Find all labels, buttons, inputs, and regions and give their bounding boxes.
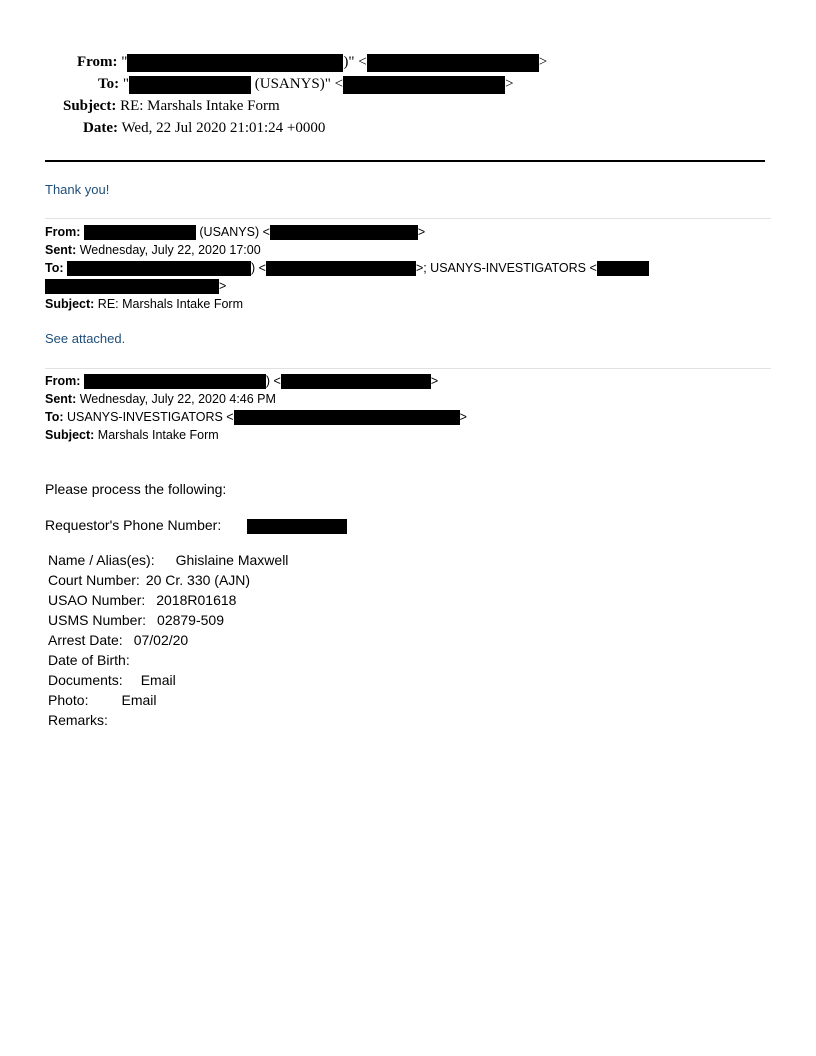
field-row [48,570,288,590]
redaction-block [266,261,416,276]
field-value: Ghislaine Maxwell [175,552,289,568]
msg3-sent-label: Sent: [45,392,77,406]
header-date-value: Wed, 22 Jul 2020 21:01:24 +0000 [121,120,326,136]
msg3-from-label: From: [45,374,81,388]
phone-row [45,515,347,535]
header-from-mid: )" < [343,54,367,70]
field-value: 20 Cr. 330 (AJN) [145,572,251,588]
field-label: Arrest Date: [48,632,123,648]
redaction-block [281,374,431,389]
field-label: USAO Number: [48,592,146,608]
field-label: USMS Number: [48,612,147,628]
redaction-block [597,261,649,276]
header-from-row [77,53,547,72]
msg2-to-label: To: [45,261,64,275]
field-value: 07/02/20 [133,632,189,648]
msg2-body: See attached. [45,331,126,346]
header-to-mid: (USANYS)" < [251,76,344,92]
msg3-sent-row [45,390,276,408]
redaction-block [127,54,343,72]
field-value: Email [121,692,157,708]
msg3-from-row [45,372,438,390]
field-row [48,650,288,670]
msg2-subject-label: Subject: [45,297,95,311]
msg2-subject-value: RE: Marshals Intake Form [97,297,243,311]
field-label: Remarks: [48,712,108,728]
field-row [48,690,288,710]
msg3-subject-value: Marshals Intake Form [97,428,219,442]
msg3-to-value: USANYS-INVESTIGATORS < [67,410,234,424]
field-label: Court Number: [48,572,140,588]
field-value: Email [140,672,176,688]
field-row [48,670,288,690]
msg3-to-label: To: [45,410,64,424]
msg2-from-mid: (USANYS) < [195,225,270,239]
msg3-sent-value: Wednesday, July 22, 2020 4:46 PM [79,392,276,406]
redaction-block [67,261,251,276]
msg2-to-mid2: >; USANYS-INVESTIGATORS < [415,261,597,275]
redaction-block [367,54,539,72]
field-row [48,710,288,730]
field-row [48,550,288,570]
msg3-from-close: > [430,374,439,388]
redaction-block [247,519,347,534]
field-label: Photo: [48,692,89,708]
header-from-label: From: [77,54,118,70]
header-subject-value: RE: Marshals Intake Form [120,98,280,114]
message-divider [45,368,771,369]
msg2-to-mid: ) < [251,261,266,275]
header-from-quote: " [121,54,128,70]
reply-text: Thank you! [45,182,110,197]
msg3-subject-label: Subject: [45,428,95,442]
field-value: 02879-509 [157,612,224,628]
header-from-close: > [538,54,548,70]
header-date-row [83,119,325,137]
msg3-to-close: > [459,410,467,424]
redaction-block [343,76,505,94]
redaction-block [45,279,219,294]
header-to-quote: " [122,76,129,92]
message-divider [45,218,771,219]
phone-label: Requestor's Phone Number: [45,517,222,533]
header-to-close: > [505,76,514,92]
msg2-to-row-continued [45,277,226,295]
redaction-block [270,225,418,240]
header-divider [45,160,765,162]
field-row [48,610,288,630]
field-row [48,590,288,610]
msg2-to-row [45,259,649,277]
form-fields [48,550,288,730]
msg2-to-close: > [219,279,227,293]
redaction-block [129,76,251,94]
msg2-from-close: > [417,225,426,239]
msg3-to-row [45,408,467,426]
redaction-block [234,410,460,425]
msg2-sent-label: Sent: [45,243,77,257]
field-label: Date of Birth: [48,652,130,668]
field-value: 2018R01618 [156,592,237,608]
field-label: Documents: [48,672,123,688]
msg2-from-row [45,223,425,241]
header-subject-label: Subject: [63,98,117,114]
header-to-label: To: [98,76,120,92]
msg3-from-mid: ) < [265,374,281,388]
redaction-block [84,225,196,240]
header-date-label: Date: [83,120,118,136]
redaction-block [84,374,266,389]
msg2-subject-row [45,295,243,313]
msg2-sent-value: Wednesday, July 22, 2020 17:00 [79,243,261,257]
msg2-sent-row [45,241,261,259]
field-row [48,630,288,650]
header-to-row [98,75,514,94]
msg2-from-label: From: [45,225,81,239]
header-subject-row [63,97,280,115]
field-label: Name / Alias(es): [48,552,155,568]
form-intro: Please process the following: [45,481,227,497]
msg3-subject-row [45,426,219,444]
